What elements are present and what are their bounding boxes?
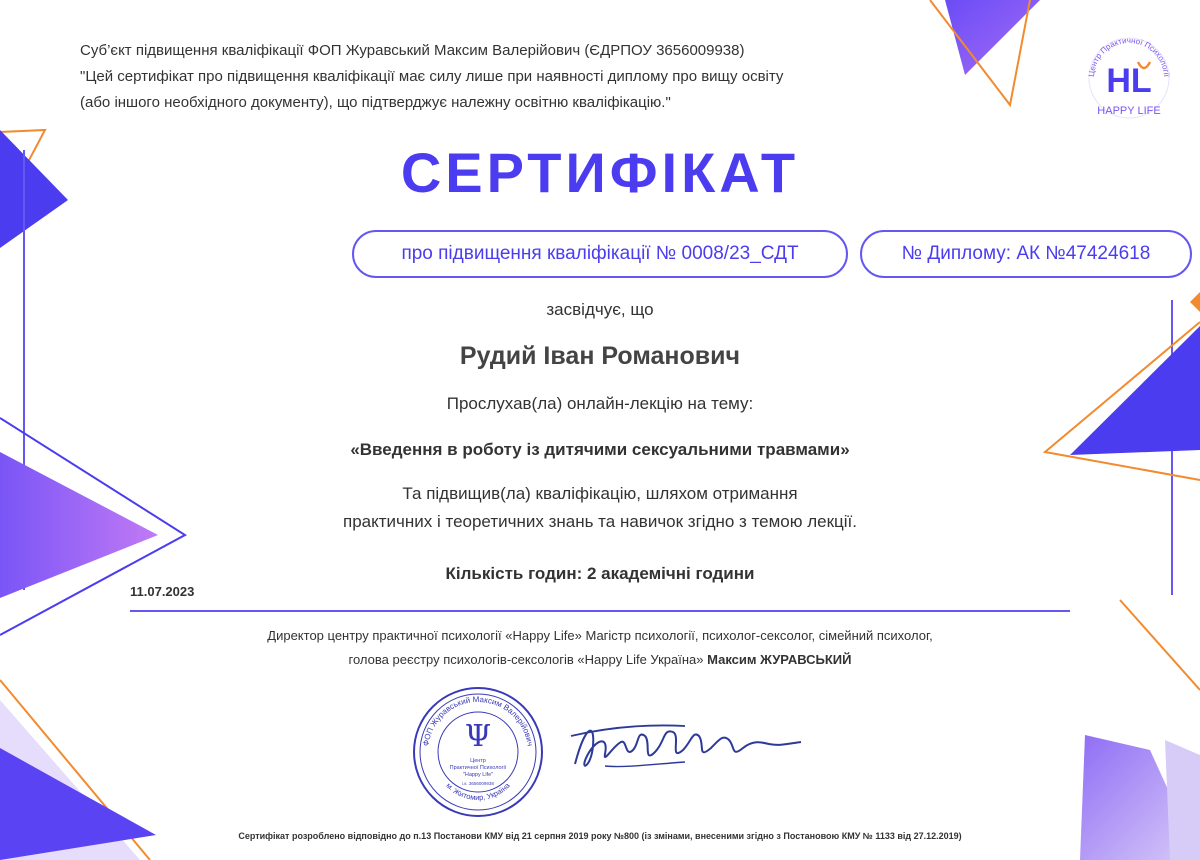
legal-footnote: Сертифікат розроблено відповідно до п.13 Постанови КМУ від 21 серпня 2019 року №800 (із змінами, внесеними згідно з Постановою КМУ № 1133 від 27.12.2019)	[238, 831, 962, 841]
lavender-shape-bottom-right	[1165, 740, 1200, 860]
lecture-topic: «Введення в роботу із дитячими сексуальними травмами»	[350, 440, 850, 459]
director-name: Максим ЖУРАВСЬКИЙ	[707, 652, 852, 667]
certificate-number-badge: про підвищення кваліфікації № 0008/23_СДТ	[352, 230, 848, 278]
header-line-1: Суб’єкт підвищення кваліфікації ФОП Журавський Максим Валерійович (ЄДРПОУ 3656009938)	[80, 42, 745, 59]
header-line-3: (або іншого необхідного документу), що підтверджує належну освітню кваліфікацію."	[80, 94, 671, 111]
recipient-name: Рудий Іван Романович	[459, 342, 741, 370]
svg-text:HAPPY LIFE: HAPPY LIFE	[1097, 105, 1161, 117]
svg-text:Практичної Психології: Практичної Психології	[449, 765, 507, 771]
svg-text:Центр Практичної Психології: Центр Практичної Психології	[1086, 35, 1171, 78]
svg-text:Ψ: Ψ	[464, 719, 492, 754]
svg-text:"Happy Life": "Happy Life"	[462, 772, 494, 778]
header-disclaimer	[80, 38, 900, 116]
header-line-2: "Цей сертифікат про підвищення кваліфікації має силу лише при наявності диплому про вищу освіту	[80, 68, 784, 85]
lecture-intro: Прослухав(ла) онлайн-лекцію на тему:	[446, 394, 754, 413]
svg-text:ФОП Журавський Максим Валерійо: ФОП Журавський Максим Валерійович	[421, 694, 535, 747]
svg-text:Центр: Центр	[470, 758, 486, 764]
director-title: голова реєстру психологів-сексологів «Happy Life Україна»	[348, 652, 704, 667]
signature	[565, 706, 805, 786]
director-line-2	[0, 652, 1200, 667]
svg-text:HL: HL	[1106, 62, 1152, 100]
qualification-text-1: Та підвищив(ла) кваліфікацію, шляхом отримання	[402, 484, 798, 503]
director-line-1: Директор центру практичної психології «Happy Life» Магістр психології, психолог-сексолог, сімейний психолог,	[267, 628, 933, 643]
hours-count: Кількість годин: 2 академічні години	[445, 564, 755, 583]
qualification-text-2: практичних і теоретичних знань та навичок згідно з темою лекції.	[342, 512, 858, 531]
orange-outline-bottom-right	[1120, 600, 1200, 690]
happy-life-logo	[1078, 18, 1180, 130]
svg-text:і.к. 3656009938: і.к. 3656009938	[462, 781, 494, 786]
diploma-number-badge: № Диплому: АК №47424618	[860, 230, 1192, 278]
certifies-text: засвідчує, що	[546, 300, 654, 319]
issue-date: 11.07.2023	[130, 584, 195, 599]
svg-text:м. Житомир, Україна: м. Житомир, Україна	[444, 780, 512, 803]
triangle-bottom-left	[0, 748, 156, 860]
certificate-title: СЕРТИФІКАТ	[400, 141, 800, 204]
divider	[130, 610, 1070, 612]
official-seal	[412, 686, 544, 818]
